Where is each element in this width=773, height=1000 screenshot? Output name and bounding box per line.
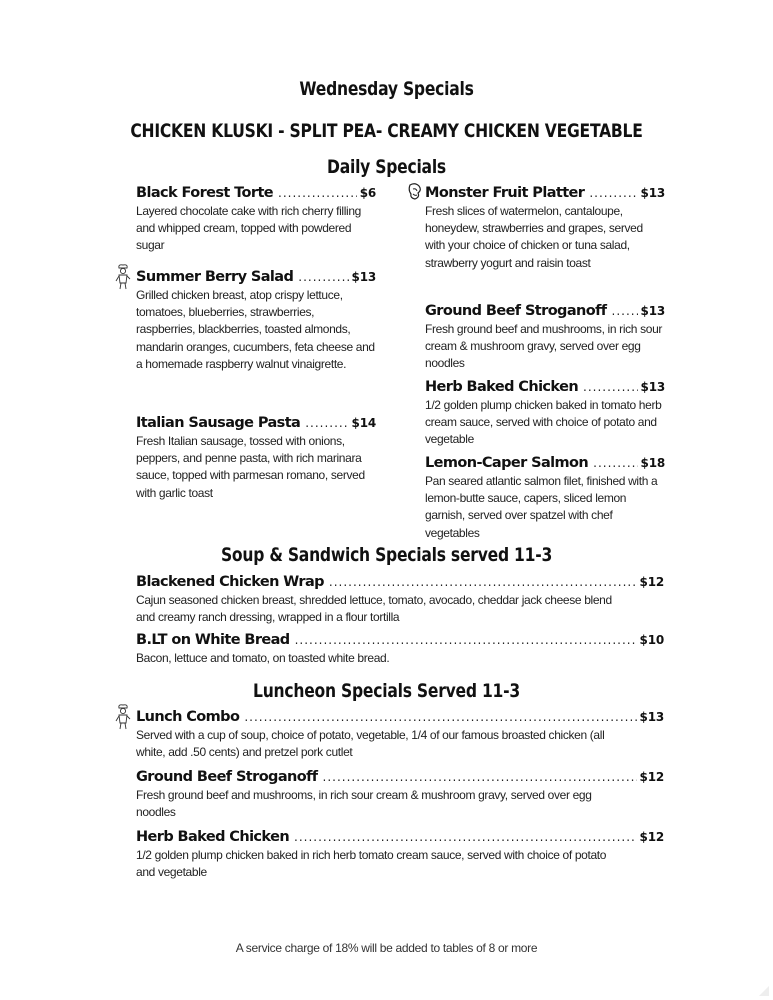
item-name: Ground Beef Stroganoff xyxy=(425,303,607,319)
item-price: $14 xyxy=(351,416,376,430)
item-name: Summer Berry Salad xyxy=(136,269,294,285)
item-description: Layered chocolate cake with rich cherry filling and whipped cream, topped with powdered sugar xyxy=(136,204,361,253)
leader-dots xyxy=(298,268,348,287)
item-description: Pan seared atlantic salmon filet, finished with a lemon-butte sauce, capers, sliced lemon garnish, served over spatzel with chef vegetables xyxy=(425,474,658,540)
item-price: $6 xyxy=(359,186,376,200)
item-description: Served with a cup of soup, choice of potato, vegetable, 1/4 of our famous broasted chicken (all white, add .50 cents) and pretzel pork cutlet xyxy=(136,728,605,760)
item-price: $13 xyxy=(639,710,664,724)
item-price: $13 xyxy=(351,270,376,284)
corner-fold-mark xyxy=(759,986,769,996)
item-name: Lunch Combo xyxy=(136,709,240,725)
item-name: Ground Beef Stroganoff xyxy=(136,769,318,785)
item-price: $13 xyxy=(640,186,665,200)
menu-item xyxy=(425,184,665,296)
item-price: $13 xyxy=(640,304,665,318)
chef-icon xyxy=(114,704,132,730)
soup-sandwich-list xyxy=(136,573,664,671)
soups-of-the-day: CHICKEN KLUSKI - SPLIT PEA- CREAMY CHICKEN VEGETABLE xyxy=(130,120,643,142)
menu-item xyxy=(425,454,665,542)
menu-item xyxy=(136,184,376,262)
menu-item xyxy=(136,414,376,502)
item-price: $13 xyxy=(640,380,665,394)
menu-item xyxy=(136,631,664,667)
daily-specials-heading: Daily Specials xyxy=(327,156,446,178)
menu-item xyxy=(425,302,665,372)
item-description: Fresh ground beef and mushrooms, in rich sour cream & mushroom gravy, served over egg noodles xyxy=(425,322,663,371)
item-description: Cajun seasoned chicken breast, shredded lettuce, tomato, avocado, cheddar jack cheese blend and creamy ranch dressing, wrapped in a flour tortilla xyxy=(136,593,612,625)
item-description: Grilled chicken breast, atop crispy lettuce, tomatoes, blueberries, strawberries, raspberries, blackberries, toasted almonds, mandarin oranges, cucumbers, feta cheese and a homemade raspberry walnut vinaigrette. xyxy=(136,288,375,371)
item-name: Black Forest Torte xyxy=(136,185,274,201)
daily-specials-right-column xyxy=(425,184,665,548)
daily-specials-left-column xyxy=(136,184,376,508)
leader-dots xyxy=(612,302,638,321)
item-description: Fresh slices of watermelon, cantaloupe, honeydew, strawberries and grapes, served with your choice of chicken or tuna salad, strawberry yogurt and raisin toast xyxy=(425,204,643,270)
item-price: $18 xyxy=(640,456,665,470)
item-name: Herb Baked Chicken xyxy=(425,379,579,395)
menu-item xyxy=(136,828,664,881)
item-description: Fresh ground beef and mushrooms, in rich sour cream & mushroom gravy, served over egg noodles xyxy=(136,788,592,820)
luncheon-list xyxy=(136,708,664,885)
menu-item xyxy=(136,708,664,764)
leader-dots xyxy=(593,454,637,473)
menu-item xyxy=(136,268,376,408)
item-description: 1/2 golden plump chicken baked in tomato herb cream sauce, served with choice of potato and vegetable xyxy=(425,398,662,447)
item-description: Fresh Italian sausage, tossed with onions, peppers, and penne pasta, with rich marinara sauce, topped with parmesan romano, served with garlic toast xyxy=(136,434,365,500)
menu-item xyxy=(136,573,664,627)
item-price: $12 xyxy=(639,830,664,844)
item-name: B.LT on White Bread xyxy=(136,632,290,648)
leader-dots xyxy=(305,414,348,433)
fruit-icon xyxy=(407,183,423,201)
menu-item xyxy=(136,768,664,824)
leader-dots xyxy=(278,184,357,203)
leader-dots xyxy=(295,631,637,650)
service-charge-note: A service charge of 18% will be added to tables of 8 or more xyxy=(235,941,538,955)
leader-dots xyxy=(244,708,636,727)
chef-icon xyxy=(114,264,132,290)
menu-title: Wednesday Specials xyxy=(299,78,474,100)
item-price: $12 xyxy=(639,770,664,784)
item-price: $10 xyxy=(639,633,664,647)
item-name: Herb Baked Chicken xyxy=(136,829,290,845)
leader-dots xyxy=(583,378,638,397)
item-name: Lemon-Caper Salmon xyxy=(425,455,589,471)
item-description: Bacon, lettuce and tomato, on toasted white bread. xyxy=(136,651,390,665)
luncheon-heading: Luncheon Specials Served 11-3 xyxy=(253,680,520,702)
leader-dots xyxy=(589,184,637,203)
leader-dots xyxy=(329,573,637,592)
item-name: Monster Fruit Platter xyxy=(425,185,585,201)
item-description: 1/2 golden plump chicken baked in rich herb tomato cream sauce, served with choice of potato and vegetable xyxy=(136,848,607,880)
soup-sandwich-heading: Soup & Sandwich Specials served 11-3 xyxy=(220,544,553,566)
menu-item xyxy=(425,378,665,448)
item-name: Italian Sausage Pasta xyxy=(136,415,301,431)
leader-dots xyxy=(323,768,637,787)
item-price: $12 xyxy=(639,575,664,589)
item-name: Blackened Chicken Wrap xyxy=(136,574,324,590)
leader-dots xyxy=(294,828,637,847)
